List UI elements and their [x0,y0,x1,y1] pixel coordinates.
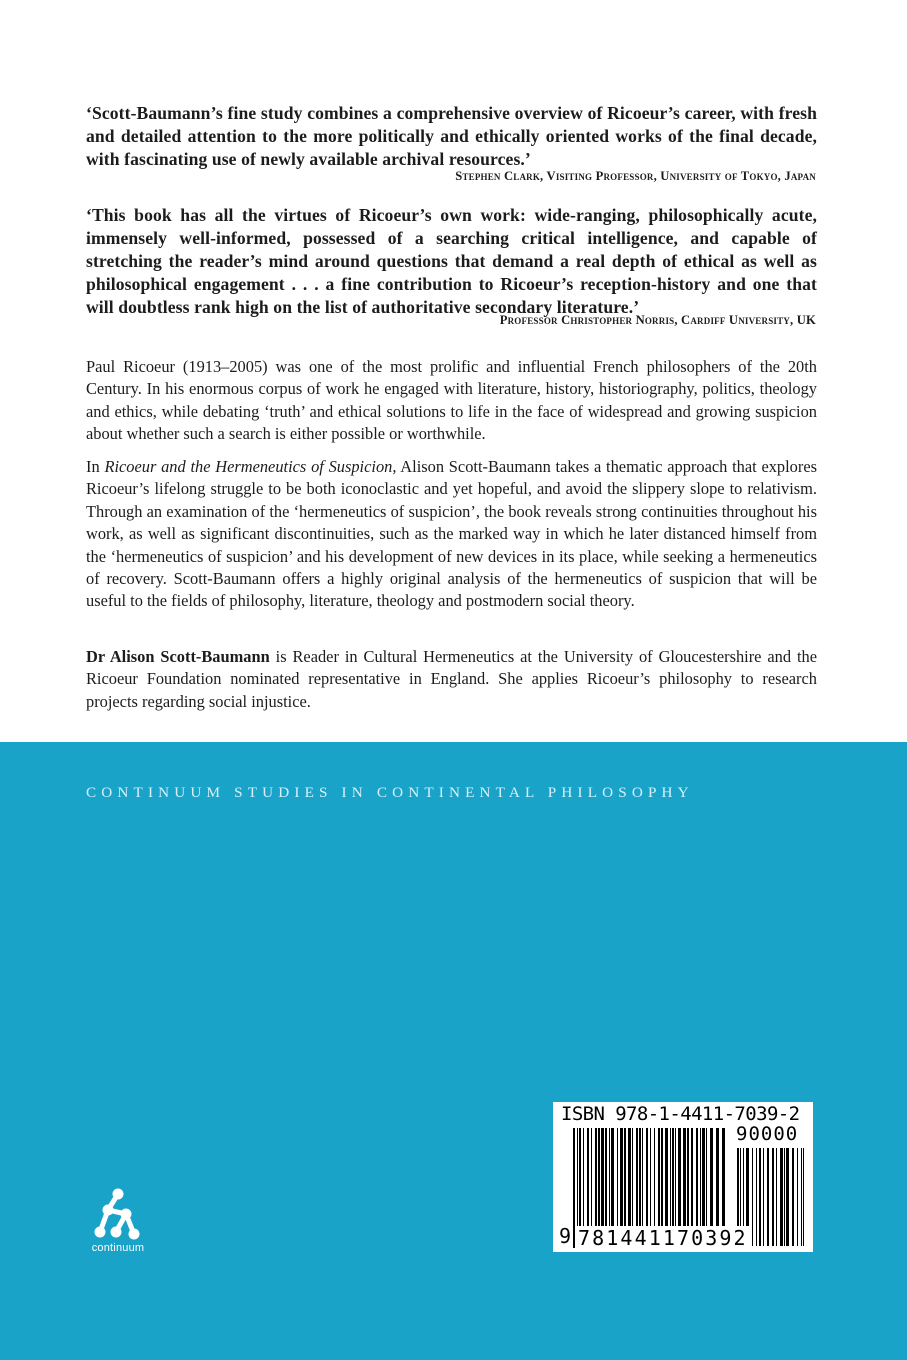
barcode-bar [620,1128,623,1226]
barcode-first-digit: 9 [559,1224,572,1248]
isbn-barcode [553,1102,813,1252]
barcode-addon-bar [801,1148,802,1246]
endorsement-quote: ‘This book has all the virtues of Ricoeur’s own work: wide-ranging, philosophically acute, immensely well-informed, possessed of a searching critical intelligence, and capable of stretching the reader’s mind around questions that demand a real depth of ethical as well as philosophical engagement . . . a fine contribution to Ricoeur’s reception-history and one that will doubtless rank high on the list of authoritative secondary literature.’ [86,205,817,317]
barcode-bar [577,1128,578,1226]
author-bio [86,646,817,713]
barcode-digits: 781441170392 [578,1226,748,1250]
barcode-bar [702,1128,705,1226]
barcode-addon-bar [792,1148,794,1246]
barcode-bar [661,1128,663,1226]
author-name: Dr Alison Scott-Baumann [86,647,270,666]
barcode-bar [639,1128,641,1226]
series-title: CONTINUUM STUDIES IN CONTINENTAL PHILOSOPHY [86,784,694,801]
barcode-addon-bar [786,1148,789,1246]
description-paragraph [86,456,817,613]
barcode-bar [605,1128,607,1226]
barcode-bar [716,1128,719,1226]
barcode-bar [636,1128,638,1226]
barcode-bar [710,1128,713,1226]
barcode-bar [665,1128,668,1226]
barcode-bar [646,1128,648,1226]
barcode-bar [587,1128,589,1226]
barcode-bar [624,1128,626,1226]
barcode-bar [675,1128,676,1226]
barcode-bar [706,1128,707,1226]
barcode-addon-bar [784,1148,785,1246]
publisher-logo [86,1188,150,1264]
barcode-bar [654,1128,655,1226]
barcode-addon-bar [763,1148,764,1246]
barcode-bar [687,1128,689,1226]
barcode-bar [573,1128,575,1248]
barcode-bar [609,1128,610,1226]
barcode-bar [595,1128,597,1226]
barcode-bar [670,1128,671,1226]
endorsement-quote: ‘Scott-Baumann’s fine study combines a comprehensive overview of Ricoeur’s career, with fresh and detailed attention to the more politically and ethically oriented works of the final decade, with fascinating use of newly available archival resources.’ [86,103,817,169]
description-paragraph: Paul Ricoeur (1913–2005) was one of the most prolific and influential French philosophers of the 20th Century. In his enormous corpus of work he engaged with literature, history, historiography, politics, theology and ethics, while debating ‘truth’ and ethical solutions to life in the face of widespread and growing suspicion about whether such a search is either possible or worthwhile. [86,357,817,444]
isbn-label: ISBN 978-1-4411-7039-2 [561,1103,800,1125]
barcode-bar [658,1128,660,1226]
barcode-bar [617,1128,618,1226]
barcode-addon-bar [759,1148,761,1246]
barcode-bar [678,1128,681,1226]
para-text: Alison Scott-Baumann takes a thematic approach that explores Ricoeur’s lifelong struggle to be both iconoclastic and yet hopeful, and avoid the slippery slope to relativism. Through an examination of the ‘hermeneutics of suspicion’, the book reveals strong continuities throughout his work, as well as significant discontinuities, such as the marked way in which he later distanced himself from the ‘hermeneutics of suspicion’ and his development of new devices in its place, while seeking a hermeneutics of recovery. Scott-Baumann offers a highly original analysis of the hermeneutics of suspicion that will be useful to the fields of philosophy, literature, theology and postmodern social theory. [86,457,817,611]
author-bio-text: is Reader in Cultural Hermeneutics at the University of Gloucestershire and the Ricoeur Foundation nominated representative in England. She applies Ricoeur’s philosophy to research projects regarding social injustice. [86,647,817,711]
endorsement-attribution: Stephen Clark, Visiting Professor, University of Tokyo, Japan [455,169,816,183]
barcode-bar [583,1128,584,1226]
barcode-addon-bar [767,1148,769,1246]
para-prefix: In [86,457,105,476]
barcode-bar [700,1128,701,1226]
barcode-bar [672,1128,674,1226]
continuum-logo-icon [86,1188,150,1244]
barcode-addon-bar [752,1148,753,1246]
endorsement-attribution: Professor Christopher Norris, Cardiff University, UK [499,313,816,327]
blue-band [0,742,907,1360]
barcode-bar [601,1128,604,1226]
barcode-bar [628,1128,631,1226]
barcode-addon-bar [756,1148,757,1246]
price-code: 90000 [736,1123,799,1145]
barcode-addon-bar [803,1148,804,1246]
barcode-bar [598,1128,600,1226]
publisher-name: continuum [91,1242,145,1254]
barcode-bar [632,1128,633,1226]
barcode-bar [642,1128,643,1226]
barcode-bar [579,1128,581,1226]
barcode-addon-bar [772,1148,774,1246]
barcode-addon-bar [780,1148,783,1246]
barcode-addon-bar [797,1148,798,1246]
barcode-bar [591,1128,592,1226]
barcode-bar [611,1128,614,1226]
barcode-addon-bar [776,1148,777,1246]
barcode-bar [683,1128,686,1226]
book-title: Ricoeur and the Hermeneutics of Suspicion, [104,457,397,476]
barcode-bar [696,1128,698,1226]
barcode-bar [691,1128,693,1226]
